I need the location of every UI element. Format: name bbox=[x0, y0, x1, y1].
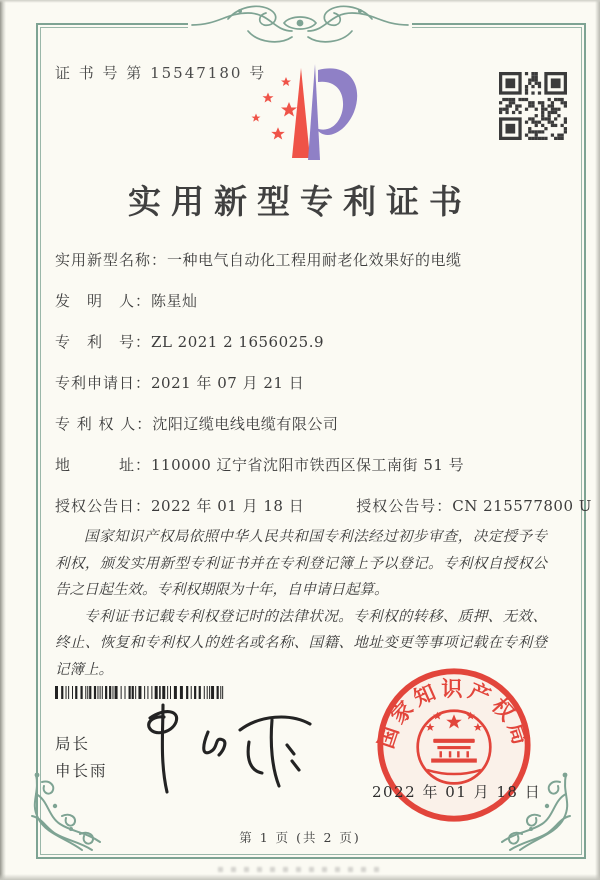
seal-ring-text: 国家知识产权局 bbox=[373, 676, 535, 752]
seal-date: 2022 年 01 月 18 日 bbox=[372, 783, 542, 801]
paragraph-2: 专利证书记载专利权登记时的法律状况。专利权的转移、质押、无效、终止、恢复和专利权人的姓名或名称、国籍、地址变更等事项记载在专利登记簿上。 bbox=[55, 608, 547, 678]
director-signature-icon bbox=[122, 700, 322, 795]
scan-edge-right bbox=[595, 0, 600, 880]
cnipa-logo-icon bbox=[242, 58, 360, 168]
director-title: 局长 bbox=[55, 735, 91, 753]
reverse-side-bleed bbox=[218, 867, 383, 872]
certificate-number: 证 书 号 第 15547180 号 bbox=[55, 64, 267, 82]
certificate-title: 实用新型专利证书 bbox=[128, 182, 472, 221]
field-row: 专利申请日：2021 年 07 月 21 日 bbox=[55, 374, 305, 392]
field-row: 专 利 号：ZL 2021 2 1656025.9 bbox=[55, 333, 325, 351]
scan-edge-left bbox=[0, 0, 6, 880]
field-row: 实用新型名称：一种电气自动化工程用耐老化效果好的电缆 bbox=[55, 251, 462, 269]
patent-fields bbox=[55, 251, 592, 539]
qr-code-icon bbox=[499, 72, 567, 140]
logo-stars bbox=[252, 77, 298, 140]
field-row: 专 利 权 人：沈阳辽缆电线电缆有限公司 bbox=[55, 415, 339, 433]
field-row: 地 址：110000 辽宁省沈阳市铁西区保工南街 51 号 bbox=[55, 456, 465, 474]
paragraph-1: 国家知识产权局依照中华人民共和国专利法经过初步审查，决定授予专利权，颁发实用新型专利证书并在专利登记簿上予以登记。专利权自授权公告之日起生效。专利权期限为十年，自申请日起算。 bbox=[55, 529, 547, 598]
grant-row: 授权公告日：2022 年 01 月 18 日 授权公告号：CN 215577800 U bbox=[55, 497, 592, 515]
field-row: 发 明 人：陈星灿 bbox=[55, 292, 198, 310]
barcode-icon bbox=[55, 686, 227, 699]
scan-edge-bottom bbox=[0, 874, 600, 880]
official-seal-icon bbox=[371, 662, 537, 828]
top-ornament-icon bbox=[188, 1, 412, 49]
director-name: 申长雨 bbox=[55, 762, 108, 780]
director-block bbox=[55, 731, 108, 785]
legal-paragraphs bbox=[55, 524, 547, 683]
page-number: 第 1 页 (共 2 页) bbox=[239, 830, 361, 845]
